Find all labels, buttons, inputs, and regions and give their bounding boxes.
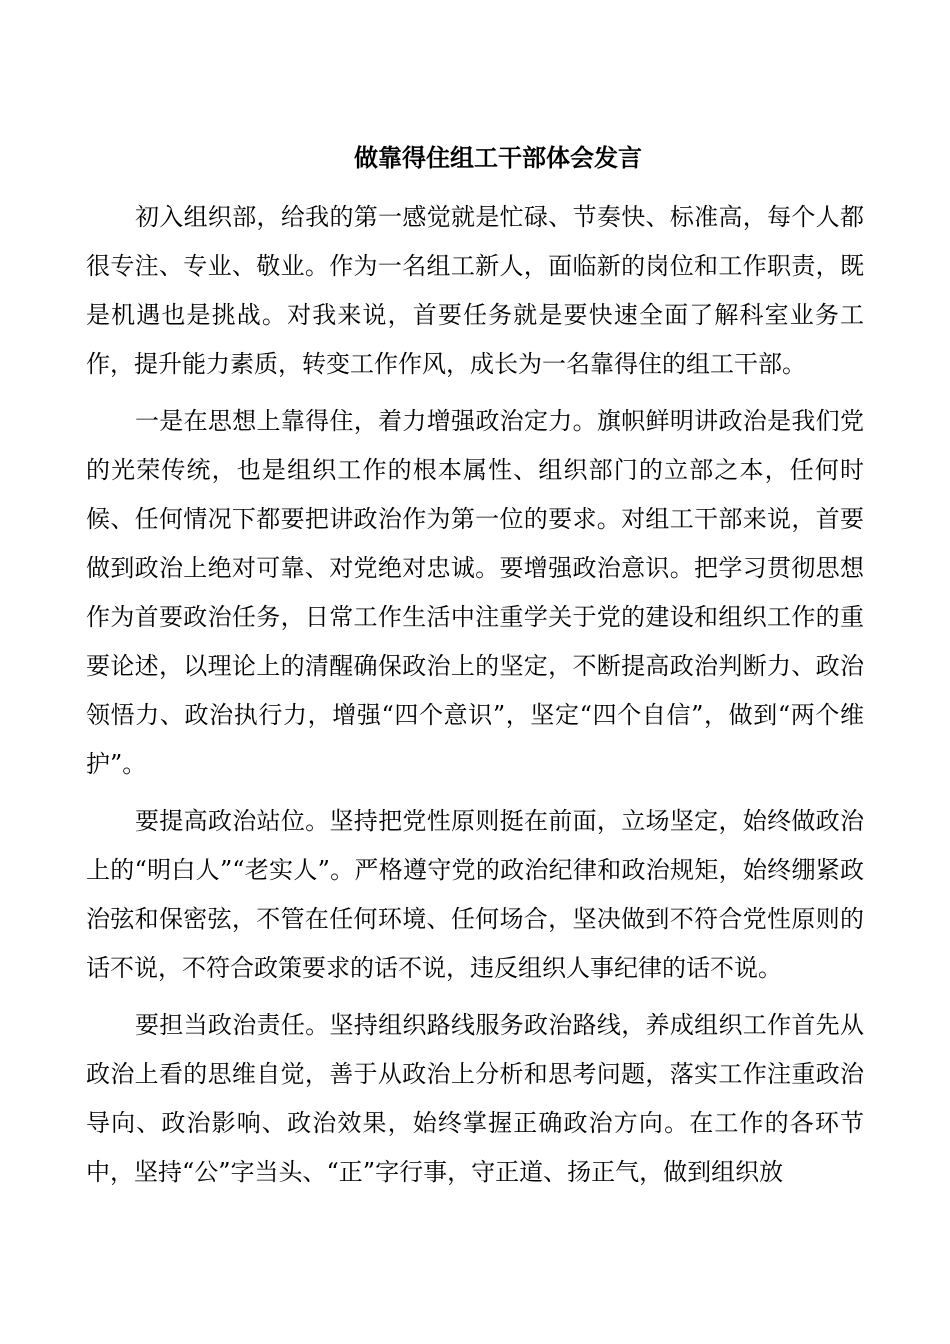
paragraph-political-standing: 要提高政治站位。坚持把党性原则挺在前面，立场坚定，始终做政治上的“明白人”“老实人”。严格遵守党的政治纪律和政治规矩，始终绷紧政治弦和保密弦，不管在任何环境、任何场合，坚决做到不符合党性原则的话不说，不符合政策要求的话不说，违反组织人事纪律的话不说。 <box>86 807 864 982</box>
document-title: 做靠得住组工干部体会发言 <box>354 143 642 172</box>
paragraph-political-responsibility: 要担当政治责任。坚持组织路线服务政治路线，养成组织工作首先从政治上看的思维自觉，善于从政治上分析和思考问题，落实工作注重政治导向、政治影响、政治效果，始终掌握正确政治方向。在工作的各环节中，坚持“公”字当头、“正”字行事，守正道、扬正气，做到组织放 <box>86 1011 864 1186</box>
paragraph-political-stability: 一是在思想上靠得住，着力增强政治定力。旗帜鲜明讲政治是我们党的光荣传统，也是组织工作的根本属性、组织部门的立部之本，任何时候、任何情况下都要把讲政治作为第一位的要求。对组工干部来说，首要做到政治上绝对可靠、对党绝对忠诚。要增强政治意识。把学习贯彻思想作为首要政治任务，日常工作生活中注重学关于党的建设和组织工作的重要论述，以理论上的清醒确保政治上的坚定，不断提高政治判断力、政治领悟力、政治执行力，增强“四个意识”，坚定“四个自信”，做到“两个维护”。 <box>86 407 864 778</box>
paragraph-intro: 初入组织部，给我的第一感觉就是忙碌、节奏快、标准高，每个人都很专注、专业、敬业。作为一名组工新人，面临新的岗位和工作职责，既是机遇也是挑战。对我来说，首要任务就是要快速全面了解科室业务工作，提升能力素质，转变工作作风，成长为一名靠得住的组工干部。 <box>86 203 864 378</box>
document-body <box>86 193 864 1205</box>
